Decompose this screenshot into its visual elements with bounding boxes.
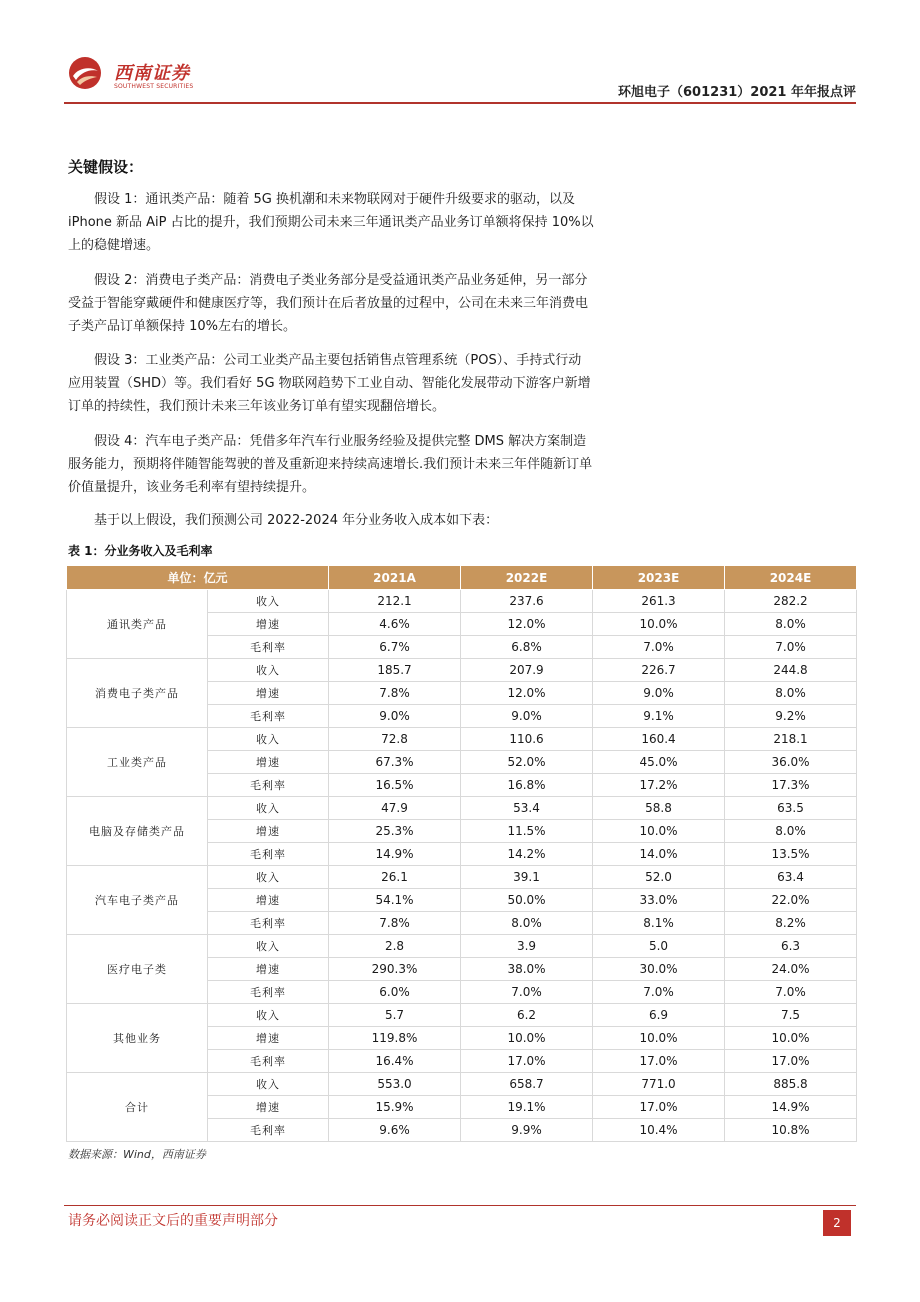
table-header-row: [67, 566, 857, 590]
value-cell: 6.7%: [329, 636, 461, 659]
value-cell: 9.1%: [593, 705, 725, 728]
paragraph-line: 假设 3：工业类产品：公司工业类产品主要包括销售点管理系统（POS）、手持式行动: [94, 353, 582, 368]
value-cell: 9.9%: [461, 1119, 593, 1142]
value-cell: 16.8%: [461, 774, 593, 797]
value-cell: 9.0%: [461, 705, 593, 728]
value-cell: 50.0%: [461, 889, 593, 912]
value-cell: 10.8%: [725, 1119, 857, 1142]
year-header: 2024E: [725, 566, 857, 590]
value-cell: 261.3: [593, 590, 725, 613]
paragraph-line: 假设 1：通讯类产品：随着 5G 换机潮和未来物联网对于硬件升级要求的驱动，以及: [94, 192, 576, 207]
value-cell: 8.2%: [725, 912, 857, 935]
page-number-badge: 2: [823, 1210, 851, 1236]
value-cell: 5.0: [593, 935, 725, 958]
company-logo: [64, 50, 204, 100]
value-cell: 10.4%: [593, 1119, 725, 1142]
logo-text-en: SOUTHWEST SECURITIES: [114, 83, 194, 90]
footer-disclaimer: 请务必阅读正文后的重要声明部分: [68, 1213, 278, 1229]
metric-cell: 毛利率: [208, 636, 329, 659]
value-cell: 185.7: [329, 659, 461, 682]
assumption-paragraph-3: [68, 349, 690, 418]
paragraph-line: iPhone 新品 AiP 占比的提升，我们预期公司未来三年通讯类产品业务订单额将保持 10%以: [68, 215, 594, 230]
segment-name-cell: 医疗电子类: [67, 935, 208, 1004]
value-cell: 16.5%: [329, 774, 461, 797]
value-cell: 14.0%: [593, 843, 725, 866]
value-cell: 6.3: [725, 935, 857, 958]
value-cell: 8.0%: [725, 682, 857, 705]
metric-cell: 毛利率: [208, 912, 329, 935]
value-cell: 25.3%: [329, 820, 461, 843]
metric-cell: 毛利率: [208, 843, 329, 866]
metric-cell: 增速: [208, 751, 329, 774]
unit-header: 单位：亿元: [67, 566, 329, 590]
value-cell: 8.1%: [593, 912, 725, 935]
value-cell: 218.1: [725, 728, 857, 751]
value-cell: 13.5%: [725, 843, 857, 866]
value-cell: 10.0%: [593, 820, 725, 843]
value-cell: 72.8: [329, 728, 461, 751]
paragraph-line: 应用装置（SHD）等。我们看好 5G 物联网趋势下工业自动、智能化发展带动下游客户新增: [68, 376, 591, 391]
value-cell: 9.0%: [329, 705, 461, 728]
value-cell: 52.0: [593, 866, 725, 889]
year-header: 2022E: [461, 566, 593, 590]
value-cell: 658.7: [461, 1073, 593, 1096]
metric-cell: 增速: [208, 1096, 329, 1119]
value-cell: 10.0%: [593, 613, 725, 636]
segment-name-cell: 电脑及存储类产品: [67, 797, 208, 866]
metric-cell: 收入: [208, 1073, 329, 1096]
metric-cell: 收入: [208, 728, 329, 751]
value-cell: 17.0%: [593, 1050, 725, 1073]
value-cell: 54.1%: [329, 889, 461, 912]
value-cell: 282.2: [725, 590, 857, 613]
table-row: [67, 590, 857, 613]
value-cell: 6.8%: [461, 636, 593, 659]
paragraph-line: 假设 2：消费电子类产品：消费电子类业务部分是受益通讯类产品业务延伸，另一部分: [94, 273, 588, 288]
value-cell: 119.8%: [329, 1027, 461, 1050]
document-title: 环旭电子（601231）2021 年年报点评: [618, 85, 856, 100]
paragraph-line: 子类产品订单额保持 10%左右的增长。: [68, 319, 297, 334]
value-cell: 9.6%: [329, 1119, 461, 1142]
value-cell: 244.8: [725, 659, 857, 682]
value-cell: 6.0%: [329, 981, 461, 1004]
value-cell: 9.0%: [593, 682, 725, 705]
value-cell: 212.1: [329, 590, 461, 613]
value-cell: 58.8: [593, 797, 725, 820]
metric-cell: 收入: [208, 935, 329, 958]
value-cell: 33.0%: [593, 889, 725, 912]
metric-cell: 增速: [208, 1027, 329, 1050]
table-caption: 表 1：分业务收入及毛利率: [68, 544, 213, 558]
value-cell: 207.9: [461, 659, 593, 682]
value-cell: 17.0%: [725, 1050, 857, 1073]
value-cell: 7.0%: [725, 636, 857, 659]
value-cell: 110.6: [461, 728, 593, 751]
value-cell: 67.3%: [329, 751, 461, 774]
table-row: [67, 866, 857, 889]
metric-cell: 收入: [208, 590, 329, 613]
footer-divider: [64, 1205, 856, 1206]
value-cell: 22.0%: [725, 889, 857, 912]
value-cell: 47.9: [329, 797, 461, 820]
year-header: 2023E: [593, 566, 725, 590]
table-row: [67, 728, 857, 751]
table-row: [67, 797, 857, 820]
revenue-margin-table: [66, 565, 857, 1142]
segment-name-cell: 其他业务: [67, 1004, 208, 1073]
metric-cell: 毛利率: [208, 774, 329, 797]
value-cell: 14.9%: [329, 843, 461, 866]
value-cell: 16.4%: [329, 1050, 461, 1073]
value-cell: 24.0%: [725, 958, 857, 981]
segment-name-cell: 汽车电子类产品: [67, 866, 208, 935]
paragraph-line: 受益于智能穿戴硬件和健康医疗等，我们预计在后者放量的过程中，公司在未来三年消费电: [68, 296, 589, 311]
metric-cell: 增速: [208, 820, 329, 843]
paragraph-line: 订单的持续性，我们预计未来三年该业务订单有望实现翻倍增长。: [68, 399, 446, 414]
value-cell: 14.2%: [461, 843, 593, 866]
value-cell: 7.5: [725, 1004, 857, 1027]
value-cell: 6.9: [593, 1004, 725, 1027]
metric-cell: 收入: [208, 1004, 329, 1027]
value-cell: 237.6: [461, 590, 593, 613]
paragraph-line: 服务能力，预期将伴随智能驾驶的普及重新迎来持续高速增长.我们预计未来三年伴随新订单: [68, 457, 593, 472]
value-cell: 553.0: [329, 1073, 461, 1096]
value-cell: 771.0: [593, 1073, 725, 1096]
paragraph-line: 上的稳健增速。: [68, 238, 160, 253]
assumption-paragraph-4: [68, 430, 690, 499]
logo-text-cn: 西南证券: [114, 63, 190, 84]
value-cell: 3.9: [461, 935, 593, 958]
page-header: [64, 50, 856, 106]
value-cell: 45.0%: [593, 751, 725, 774]
table-row: [67, 659, 857, 682]
year-header: 2021A: [329, 566, 461, 590]
value-cell: 63.4: [725, 866, 857, 889]
assumption-paragraph-1: [68, 188, 690, 257]
paragraph-line: 假设 4：汽车电子类产品：凭借多年汽车行业服务经验及提供完整 DMS 解决方案制造: [94, 434, 587, 449]
table-row: [67, 1004, 857, 1027]
value-cell: 290.3%: [329, 958, 461, 981]
metric-cell: 增速: [208, 889, 329, 912]
value-cell: 10.0%: [461, 1027, 593, 1050]
value-cell: 26.1: [329, 866, 461, 889]
segment-name-cell: 工业类产品: [67, 728, 208, 797]
metric-cell: 毛利率: [208, 1119, 329, 1142]
value-cell: 17.2%: [593, 774, 725, 797]
value-cell: 38.0%: [461, 958, 593, 981]
value-cell: 6.2: [461, 1004, 593, 1027]
value-cell: 19.1%: [461, 1096, 593, 1119]
value-cell: 885.8: [725, 1073, 857, 1096]
segment-name-cell: 消费电子类产品: [67, 659, 208, 728]
value-cell: 7.8%: [329, 912, 461, 935]
value-cell: 10.0%: [725, 1027, 857, 1050]
paragraph-line: 价值量提升，该业务毛利率有望持续提升。: [68, 480, 316, 495]
value-cell: 17.0%: [461, 1050, 593, 1073]
value-cell: 14.9%: [725, 1096, 857, 1119]
data-source-note: 数据来源：Wind，西南证券: [68, 1148, 206, 1161]
metric-cell: 收入: [208, 866, 329, 889]
metric-cell: 增速: [208, 613, 329, 636]
value-cell: 5.7: [329, 1004, 461, 1027]
logo-mark-icon: [68, 56, 102, 90]
value-cell: 15.9%: [329, 1096, 461, 1119]
value-cell: 36.0%: [725, 751, 857, 774]
summary-paragraph: [68, 509, 690, 532]
value-cell: 160.4: [593, 728, 725, 751]
value-cell: 7.8%: [329, 682, 461, 705]
value-cell: 53.4: [461, 797, 593, 820]
header-divider: [64, 102, 856, 104]
value-cell: 12.0%: [461, 613, 593, 636]
section-title: 关键假设：: [68, 158, 144, 176]
metric-cell: 收入: [208, 659, 329, 682]
value-cell: 52.0%: [461, 751, 593, 774]
value-cell: 8.0%: [725, 613, 857, 636]
value-cell: 17.3%: [725, 774, 857, 797]
value-cell: 11.5%: [461, 820, 593, 843]
table-row: [67, 935, 857, 958]
assumption-paragraph-2: [68, 269, 690, 338]
value-cell: 7.0%: [461, 981, 593, 1004]
metric-cell: 增速: [208, 958, 329, 981]
value-cell: 2.8: [329, 935, 461, 958]
table-body: [67, 590, 857, 1142]
segment-name-cell: 通讯类产品: [67, 590, 208, 659]
value-cell: 226.7: [593, 659, 725, 682]
metric-cell: 收入: [208, 797, 329, 820]
value-cell: 30.0%: [593, 958, 725, 981]
value-cell: 7.0%: [593, 636, 725, 659]
value-cell: 39.1: [461, 866, 593, 889]
value-cell: 63.5: [725, 797, 857, 820]
value-cell: 7.0%: [725, 981, 857, 1004]
value-cell: 9.2%: [725, 705, 857, 728]
value-cell: 10.0%: [593, 1027, 725, 1050]
metric-cell: 毛利率: [208, 981, 329, 1004]
value-cell: 7.0%: [593, 981, 725, 1004]
metric-cell: 毛利率: [208, 1050, 329, 1073]
value-cell: 8.0%: [461, 912, 593, 935]
metric-cell: 毛利率: [208, 705, 329, 728]
paragraph-line: 基于以上假设，我们预测公司 2022-2024 年分业务收入成本如下表：: [94, 513, 499, 528]
table-row: [67, 1073, 857, 1096]
value-cell: 8.0%: [725, 820, 857, 843]
metric-cell: 增速: [208, 682, 329, 705]
value-cell: 17.0%: [593, 1096, 725, 1119]
segment-name-cell: 合计: [67, 1073, 208, 1142]
value-cell: 4.6%: [329, 613, 461, 636]
value-cell: 12.0%: [461, 682, 593, 705]
